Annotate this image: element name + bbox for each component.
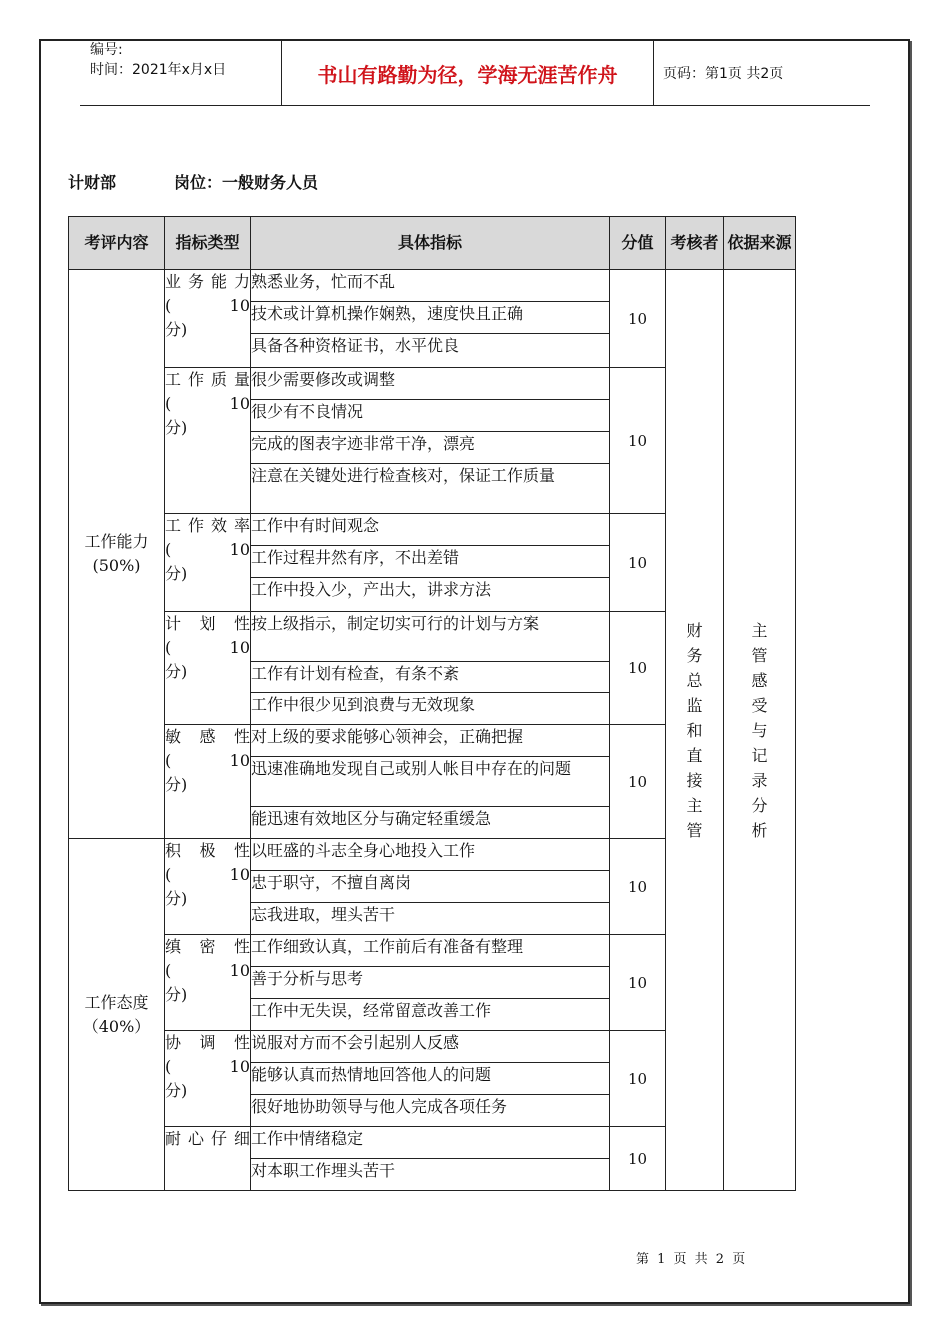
basis-cell bbox=[724, 270, 796, 1191]
section-cell bbox=[69, 839, 165, 1191]
points-number: 10 bbox=[229, 961, 250, 980]
indicator-type-cell bbox=[165, 1031, 251, 1127]
section-weight: （40%） bbox=[82, 1016, 151, 1036]
indicator-item: 能迅速有效地区分与确定轻重缓急 bbox=[251, 807, 610, 839]
basis-value: 主管感受与记录分析 bbox=[751, 620, 768, 840]
points-open: ( bbox=[165, 638, 172, 657]
indicator-item: 工作中无失误，经常留意改善工作 bbox=[251, 999, 610, 1031]
indicator-item: 对本职工作埋头苦干 bbox=[251, 1159, 610, 1191]
indicator-item: 以旺盛的斗志全身心地投入工作 bbox=[251, 839, 610, 871]
assessor-cell bbox=[666, 270, 724, 1191]
indicator-item: 工作细致认真，工作前后有准备有整理 bbox=[251, 935, 610, 967]
points-open: ( bbox=[165, 751, 172, 770]
header-page-info: 页码：第1页 共2页 bbox=[663, 66, 784, 82]
indicator-item: 工作过程井然有序，不出差错 bbox=[251, 546, 610, 578]
points-number: 10 bbox=[229, 296, 250, 315]
header-divider bbox=[653, 39, 654, 105]
number-label: 编号: bbox=[90, 42, 123, 58]
points-close: 分) bbox=[165, 662, 188, 681]
points-number: 10 bbox=[229, 394, 250, 413]
points-number: 10 bbox=[229, 638, 250, 657]
header-indicator: 具体指标 bbox=[251, 217, 610, 270]
score-cell: 10 bbox=[610, 514, 666, 612]
indicator-type-cell bbox=[165, 612, 251, 725]
indicator-type-name: 耐心仔细 bbox=[165, 1129, 250, 1148]
indicator-type-points bbox=[165, 959, 250, 983]
score-cell: 10 bbox=[610, 612, 666, 725]
header-content: 考评内容 bbox=[69, 217, 165, 270]
indicator-type-points bbox=[165, 392, 250, 416]
indicator-type-cell bbox=[165, 270, 251, 368]
indicator-item: 技术或计算机操作娴熟，速度快且正确 bbox=[251, 302, 610, 334]
indicator-item: 善于分析与思考 bbox=[251, 967, 610, 999]
points-close: 分) bbox=[165, 418, 188, 437]
points-open: ( bbox=[165, 865, 172, 884]
header-type: 指标类型 bbox=[165, 217, 251, 270]
indicator-item: 工作中有时间观念 bbox=[251, 514, 610, 546]
section-cell bbox=[69, 270, 165, 839]
indicator-type-cell bbox=[165, 725, 251, 839]
assessor-value: 财务总监和直接主管 bbox=[686, 620, 703, 840]
indicator-type-cell bbox=[165, 368, 251, 514]
points-number: 10 bbox=[229, 1057, 250, 1076]
indicator-item: 说服对方而不会引起别人反感 bbox=[251, 1031, 610, 1063]
score-cell: 10 bbox=[610, 725, 666, 839]
indicator-item: 工作有计划有检查，有条不紊 bbox=[251, 662, 610, 693]
header-assessor: 考核者 bbox=[666, 217, 724, 270]
indicator-type-name: 工作效率 bbox=[165, 516, 250, 535]
frame-shadow-right bbox=[910, 41, 912, 1306]
indicator-type-name: 积极性 bbox=[165, 841, 250, 860]
indicator-item: 注意在关键处进行检查核对，保证工作质量 bbox=[251, 464, 610, 514]
points-close: 分) bbox=[165, 564, 188, 583]
points-number: 10 bbox=[229, 865, 250, 884]
table-body bbox=[69, 270, 796, 1191]
points-close: 分) bbox=[165, 320, 188, 339]
indicator-type-name: 缜密性 bbox=[165, 937, 250, 956]
indicator-type-points bbox=[165, 636, 250, 660]
section-weight: (50%) bbox=[92, 556, 141, 575]
indicator-type-points bbox=[165, 1055, 250, 1079]
indicator-item: 忘我进取，埋头苦干 bbox=[251, 903, 610, 935]
indicator-item: 很好地协助领导与他人完成各项任务 bbox=[251, 1095, 610, 1127]
page-footer: 第 1 页 共 2 页 bbox=[636, 1252, 748, 1267]
indicator-type-cell bbox=[165, 935, 251, 1031]
indicator-item: 工作中投入少，产出大，讲求方法 bbox=[251, 578, 610, 612]
indicator-type-name: 敏感性 bbox=[165, 727, 250, 746]
document-header bbox=[80, 39, 870, 106]
points-close: 分) bbox=[165, 889, 188, 908]
indicator-item: 对上级的要求能够心领神会，正确把握 bbox=[251, 725, 610, 757]
position-label: 岗位：一般财务人员 bbox=[174, 173, 319, 192]
indicator-item: 迅速准确地发现自己或别人帐目中存在的问题 bbox=[251, 757, 610, 807]
points-open: ( bbox=[165, 961, 172, 980]
indicator-type-cell bbox=[165, 1127, 251, 1191]
indicator-item: 具备各种资格证书，水平优良 bbox=[251, 334, 610, 368]
section-name: 工作能力 bbox=[84, 532, 149, 551]
header-score: 分值 bbox=[610, 217, 666, 270]
indicator-type-points bbox=[165, 294, 250, 318]
indicator-type-cell bbox=[165, 839, 251, 935]
score-cell: 10 bbox=[610, 1127, 666, 1191]
points-open: ( bbox=[165, 394, 172, 413]
indicator-item: 很少有不良情况 bbox=[251, 400, 610, 432]
points-open: ( bbox=[165, 1057, 172, 1076]
score-cell: 10 bbox=[610, 368, 666, 514]
indicator-item: 工作中很少见到浪费与无效现象 bbox=[251, 693, 610, 725]
indicator-item: 能够认真而热情地回答他人的问题 bbox=[251, 1063, 610, 1095]
indicator-item: 工作中情绪稳定 bbox=[251, 1127, 610, 1159]
header-motto: 书山有路勤为径，学海无涯苦作舟 bbox=[317, 63, 618, 87]
indicator-type-cell bbox=[165, 514, 251, 612]
indicator-type-name: 计划性 bbox=[165, 614, 250, 633]
indicator-type-points bbox=[165, 863, 250, 887]
department-label: 计财部 bbox=[68, 173, 117, 192]
points-number: 10 bbox=[229, 751, 250, 770]
header-meta bbox=[90, 40, 226, 80]
table-row bbox=[69, 270, 796, 302]
points-close: 分) bbox=[165, 775, 188, 794]
header-basis: 依据来源 bbox=[724, 217, 796, 270]
indicator-type-points bbox=[165, 538, 250, 562]
indicator-type-name: 业务能力 bbox=[165, 272, 250, 291]
indicator-type-name: 工作质量 bbox=[165, 370, 250, 389]
time-label: 时间：2021年x月x日 bbox=[90, 62, 227, 78]
indicator-item: 按上级指示，制定切实可行的计划与方案 bbox=[251, 612, 610, 662]
indicator-item: 完成的图表字迹非常干净，漂亮 bbox=[251, 432, 610, 464]
table-header-row bbox=[69, 217, 796, 270]
frame-shadow-bottom bbox=[41, 1304, 912, 1306]
points-open: ( bbox=[165, 296, 172, 315]
indicator-item: 熟悉业务，忙而不乱 bbox=[251, 270, 610, 302]
points-open: ( bbox=[165, 540, 172, 559]
points-number: 10 bbox=[229, 540, 250, 559]
section-name: 工作态度 bbox=[84, 992, 149, 1012]
indicator-item: 很少需要修改或调整 bbox=[251, 368, 610, 400]
assessment-table bbox=[68, 216, 796, 1191]
score-cell: 10 bbox=[610, 1031, 666, 1127]
indicator-item: 忠于职守，不擅自离岗 bbox=[251, 871, 610, 903]
points-close: 分) bbox=[165, 1081, 188, 1100]
score-cell: 10 bbox=[610, 839, 666, 935]
indicator-type-points bbox=[165, 749, 250, 773]
points-close: 分) bbox=[165, 985, 188, 1004]
indicator-type-name: 协调性 bbox=[165, 1033, 250, 1052]
score-cell: 10 bbox=[610, 935, 666, 1031]
score-cell: 10 bbox=[610, 270, 666, 368]
